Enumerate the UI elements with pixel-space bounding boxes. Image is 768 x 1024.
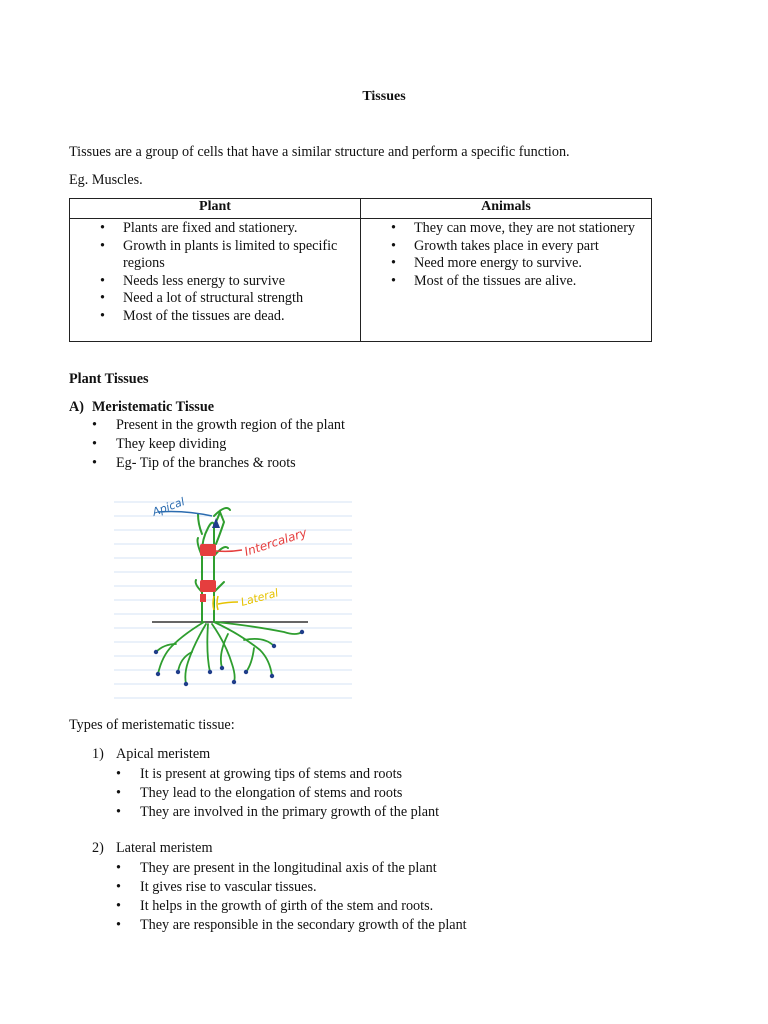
type-heading-apical [92, 746, 210, 763]
types-intro: Types of meristematic tissue: [69, 717, 235, 733]
type-name: Apical meristem [116, 746, 211, 762]
list-item: • They can move, they are not stationery [414, 220, 651, 238]
apical-label: Apical [150, 495, 187, 519]
section-heading-meristematic [69, 399, 214, 416]
list-item: • Growth in plants is limited to specific regions [123, 238, 360, 273]
meristematic-bullets [116, 416, 345, 473]
list-item: • Plants are fixed and stationery. [123, 220, 360, 238]
lateral-label: Lateral [239, 586, 280, 609]
section-heading-plant-tissues: Plant Tissues [69, 371, 149, 387]
lateral-bullets [140, 859, 467, 935]
section-marker: A) [69, 399, 84, 415]
list-item: • Need more energy to survive. [414, 255, 651, 273]
apical-bullets [140, 765, 439, 822]
list-item: • Most of the tissues are alive. [414, 273, 651, 291]
type-marker: 2) [92, 840, 104, 856]
type-name: Lateral meristem [116, 840, 213, 856]
list-item: • Most of the tissues are dead. [123, 308, 360, 326]
list-item: • Present in the growth region of the plant [116, 416, 345, 435]
root-tips [154, 630, 304, 686]
example-text: Eg. Muscles. [69, 172, 143, 188]
table-header-animals: Animals [361, 199, 652, 219]
intro-text: Tissues are a group of cells that have a similar structure and perform a specific function. [69, 144, 570, 160]
list-item: • Eg- Tip of the branches & roots [116, 454, 345, 473]
plant-animal-comparison-table [69, 198, 652, 342]
list-item: • Needs less energy to survive [123, 273, 360, 291]
meristem-plant-diagram [114, 494, 352, 704]
animals-column [361, 219, 652, 342]
list-item: • They are present in the longitudinal axis of the plant [140, 859, 467, 878]
list-item: • They keep dividing [116, 435, 345, 454]
intercalary-label: Intercalary [242, 525, 309, 559]
type-heading-lateral [92, 840, 213, 857]
list-item: • Need a lot of structural strength [123, 290, 360, 308]
list-item: • Growth takes place in every part [414, 238, 651, 256]
section-title: Meristematic Tissue [92, 399, 215, 415]
page-title: Tissues [362, 89, 406, 104]
table-header-plant: Plant [70, 199, 361, 219]
apical-marker [150, 495, 220, 528]
list-item: • It gives rise to vascular tissues. [140, 878, 467, 897]
list-item: • They are involved in the primary growth of the plant [140, 803, 439, 822]
type-marker: 1) [92, 746, 104, 762]
plant-column [70, 219, 361, 342]
list-item: • They are responsible in the secondary growth of the plant [140, 916, 467, 935]
list-item: • It helps in the growth of girth of the stem and roots. [140, 897, 467, 916]
list-item: • They lead to the elongation of stems and roots [140, 784, 439, 803]
list-item: • It is present at growing tips of stems and roots [140, 765, 439, 784]
roots [156, 622, 302, 684]
intercalary-marker [200, 525, 309, 592]
